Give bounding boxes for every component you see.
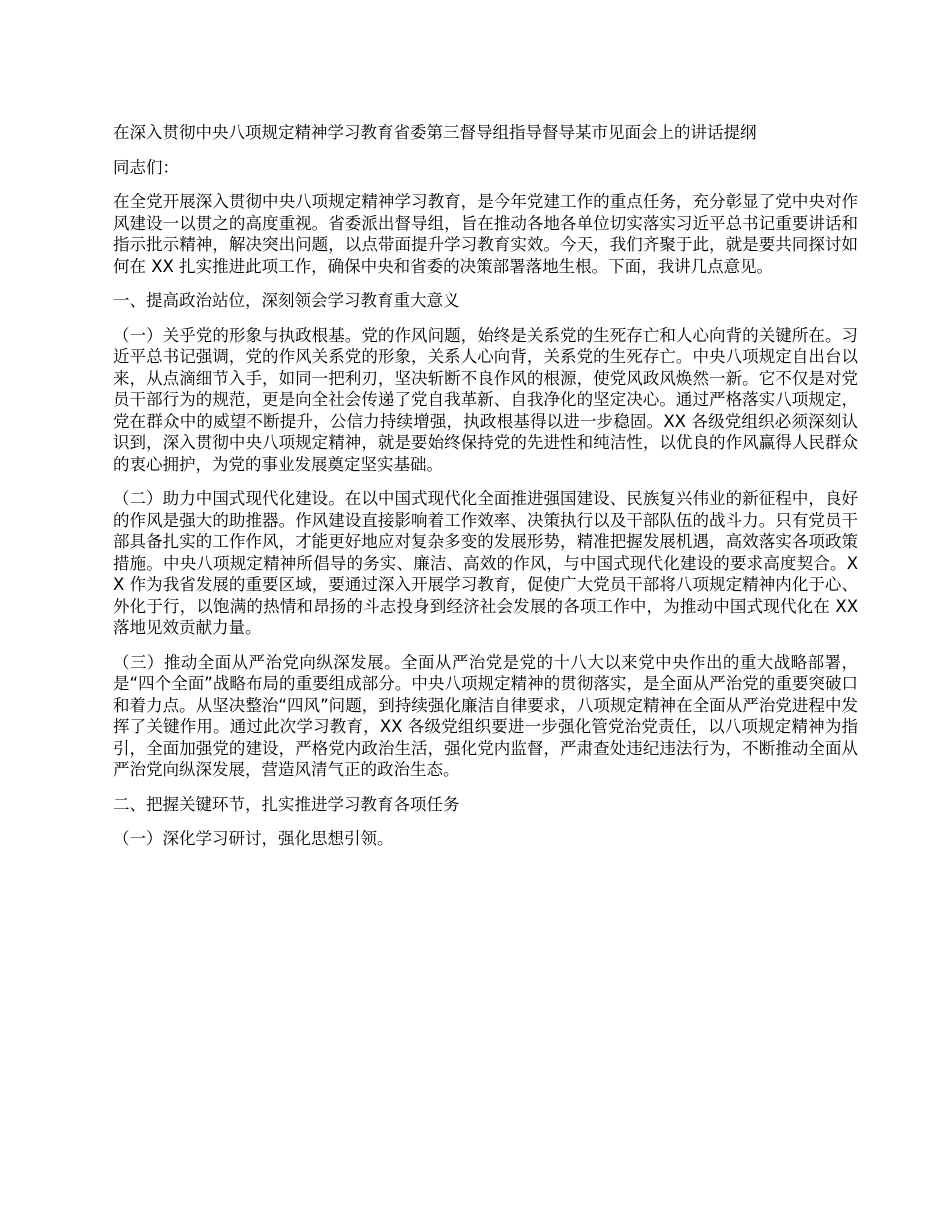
- section-1-paragraph-2: （二）助力中国式现代化建设。在以中国式现代化全面推进强国建设、民族复兴伟业的新征程中，良好的作风是强大的助推器。作风建设直接影响着工作效率、决策执行以及干部队伍的战斗力。只有党员干部具备扎实的工作作风，才能更好地应对复杂多变的发展形势，精准把握发展机遇，高效落实各项政策措施。中央八项规定精神所倡导的务实、廉洁、高效的作风，与中国式现代化建设的要求高度契合。XX 作为我省发展的重要区域，要通过深入开展学习教育，促使广大党员干部将八项规定精神内化于心、外化于行，以饱满的热情和昂扬的斗志投身到经济社会发展的各项工作中，为推动中国式现代化在 XX 落地见效贡献力量。: [113, 489, 858, 637]
- section-1-paragraph-3: （三）推动全面从严治党向纵深发展。全面从严治党是党的十八大以来党中央作出的重大战略部署，是“四个全面”战略布局的重要组成部分。中央八项规定精神的贯彻落实，是全面从严治党的重要突破口和着力点。从坚决整治“四风”问题，到持续强化廉洁自律要求，八项规定精神在全面从严治党进程中发挥了关键作用。通过此次学习教育，XX 各级党组织要进一步强化管党治党责任，以八项规定精神为指引，全面加强党的建设，严格党内政治生活，强化党内监督，严肃查处违纪违法行为，不断推动全面从严治党向纵深发展，营造风清气正的政治生态。: [113, 652, 858, 779]
- intro-paragraph: 在全党开展深入贯彻中央八项规定精神学习教育，是今年党建工作的重点任务，充分彰显了党中央对作风建设一以贯之的高度重视。省委派出督导组，旨在推动各地各单位切实落实习近平总书记重要讲话和指示批示精神，解决突出问题，以点带面提升学习教育实效。今天，我们齐聚于此，就是要共同探讨如何在 XX 扎实推进此项工作，确保中央和省委的决策部署落地生根。下面，我讲几点意见。: [113, 192, 858, 276]
- section-2-heading: 二、把握关键环节，扎实推进学习教育各项任务: [113, 794, 460, 814]
- section-2-paragraph-1: （一）深化学习研讨，强化思想引领。: [113, 829, 394, 848]
- document-title: 在深入贯彻中央八项规定精神学习教育省委第三督导组指导督导某市见面会上的讲话提纲: [113, 123, 757, 142]
- section-1-heading: 一、提高政治站位，深刻领会学习教育重大意义: [113, 291, 460, 310]
- document-body: [113, 122, 858, 863]
- section-1-paragraph-1: （一）关乎党的形象与执政根基。党的作风问题，始终是关系党的生死存亡和人心向背的关键所在。习近平总书记强调，党的作风关系党的形象，关系人心向背，关系党的生死存亡。中央八项规定自出台以来，从点滴细节入手，如同一把利刃，坚决斩断不良作风的根源，使党风政风焕然一新。它不仅是对党员干部行为的规范，更是向全社会传递了党自我革新、自我净化的坚定决心。通过严格落实八项规定，党在群众中的威望不断提升，公信力持续增强，执政根基得以进一步稳固。XX 各级党组织必须深刻认识到，深入贯彻中央八项规定精神，就是要始终保持党的先进性和纯洁性，以优良的作风赢得人民群众的衷心拥护，为党的事业发展奠定坚实基础。: [113, 325, 858, 474]
- salutation: 同志们：: [113, 157, 179, 177]
